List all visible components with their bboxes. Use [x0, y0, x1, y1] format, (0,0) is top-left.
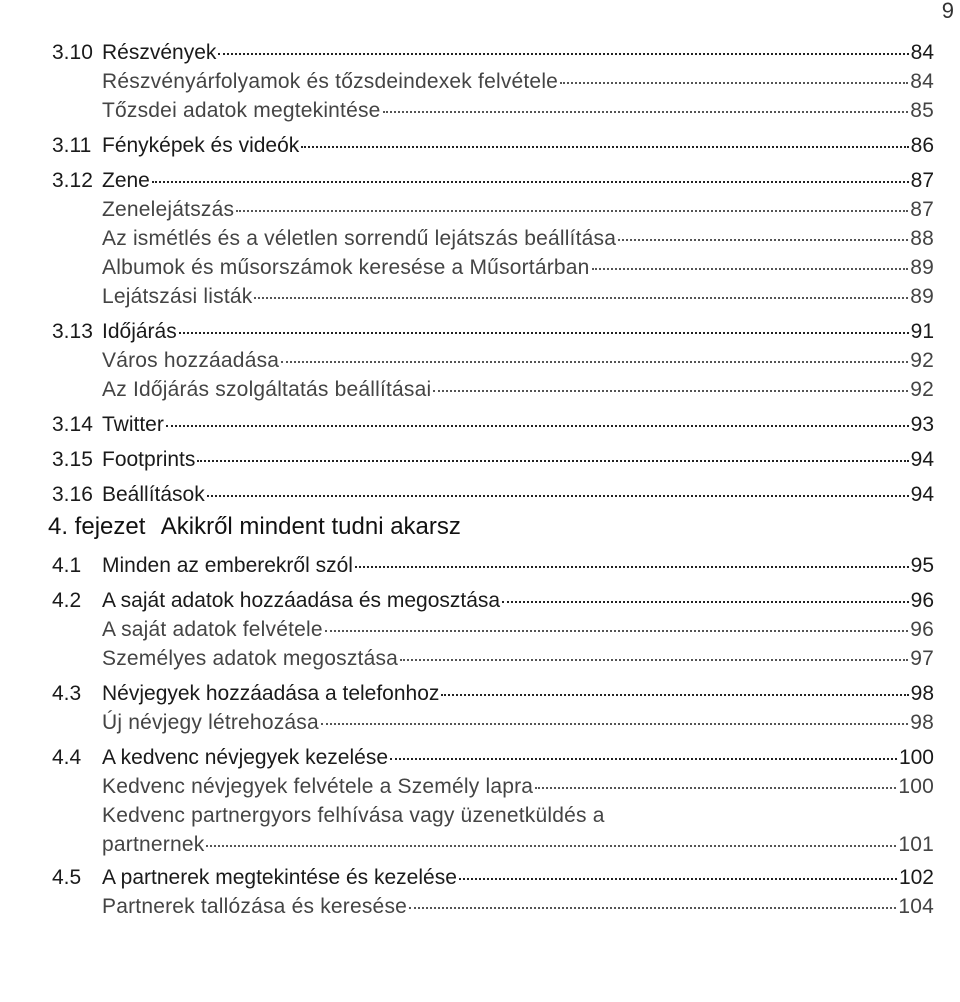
- toc-entry-title: Zenelejátszás: [102, 198, 235, 221]
- toc-entry-number: 3.15: [52, 448, 93, 471]
- toc-entry-page: 86: [910, 134, 934, 157]
- leader-dots: [321, 723, 908, 725]
- toc-entry-number: 3.14: [52, 413, 93, 436]
- toc-section-4: [52, 551, 934, 801]
- toc-entry-number: 3.10: [52, 41, 93, 64]
- toc-subentry[interactable]: [52, 67, 934, 96]
- toc-entry-title: Időjárás: [102, 320, 177, 343]
- toc-section-3: [52, 38, 934, 509]
- chapter-title: Akikről mindent tudni akarsz: [160, 513, 461, 540]
- toc-entry-number: 4.3: [52, 682, 82, 705]
- toc-subentry[interactable]: [52, 346, 934, 375]
- toc-entry-wrapped[interactable]: [52, 801, 934, 859]
- toc-entry-page: 98: [910, 682, 934, 705]
- toc-entry-title: Minden az emberekről szól: [102, 554, 353, 577]
- chapter-heading[interactable]: [48, 511, 934, 543]
- toc-subentry[interactable]: [52, 892, 934, 921]
- toc-entry-title: Személyes adatok megosztása: [102, 647, 399, 670]
- toc-entry-page: 87: [910, 169, 934, 192]
- toc-subentry[interactable]: [52, 253, 934, 282]
- toc-section-entry[interactable]: [52, 166, 934, 195]
- toc-entry-number: 3.11: [52, 134, 92, 157]
- leader-dots: [236, 210, 908, 212]
- toc-entry-page: 101: [898, 833, 934, 856]
- page-number: 9: [941, 0, 954, 23]
- leader-dots: [179, 332, 909, 334]
- toc-entry-page: 100: [898, 746, 934, 769]
- toc-entry-number: 3.13: [52, 320, 93, 343]
- leader-dots: [206, 845, 896, 847]
- toc-section-entry[interactable]: [52, 551, 934, 580]
- leader-dots: [207, 495, 909, 497]
- toc-entry-title: Footprints: [102, 448, 196, 471]
- toc-section-4-cont: [52, 863, 934, 921]
- toc-entry-page: 96: [910, 618, 934, 641]
- leader-dots: [281, 361, 908, 363]
- toc-entry-title: Részvényárfolyamok és tőzsdeindexek felvétele: [102, 70, 559, 93]
- leader-dots: [592, 268, 909, 270]
- toc-section-entry[interactable]: [52, 743, 934, 772]
- toc-section-entry[interactable]: [52, 863, 934, 892]
- leader-dots: [433, 390, 908, 392]
- toc-section-entry[interactable]: [52, 317, 934, 346]
- chapter-label: 4. fejezet: [48, 513, 146, 540]
- toc-entry-page: 97: [910, 647, 934, 670]
- leader-dots: [409, 907, 896, 909]
- toc-entry-title: Albumok és műsorszámok keresése a Műsortárban: [102, 256, 590, 279]
- toc-entry-title-line1: Kedvenc partnergyors felhívása vagy üzenetküldés a: [102, 804, 605, 827]
- toc-entry-number: 3.12: [52, 169, 93, 192]
- toc-subentry[interactable]: [52, 96, 934, 125]
- toc-entry-title: A kedvenc névjegyek kezelése: [102, 746, 389, 769]
- toc-entry-number: 4.4: [52, 746, 82, 769]
- toc-entry-page: 94: [910, 448, 934, 471]
- leader-dots: [618, 239, 908, 241]
- toc-entry-title: A partnerek megtekintése és kezelése: [102, 866, 457, 889]
- leader-dots: [166, 425, 909, 427]
- toc-entry-page: 95: [910, 554, 934, 577]
- toc-section-entry[interactable]: [52, 131, 934, 160]
- toc-entry-title: Város hozzáadása: [102, 349, 280, 372]
- toc-entry-page: 94: [910, 483, 934, 506]
- toc-entry-number: 4.5: [52, 866, 82, 889]
- toc-section-entry[interactable]: [52, 38, 934, 67]
- toc-entry-title: Tőzsdei adatok megtekintése: [102, 99, 381, 122]
- toc-entry-page: 93: [910, 413, 934, 436]
- toc-entry-title: Beállítások: [102, 483, 205, 506]
- toc-subentry[interactable]: [52, 224, 934, 253]
- toc-entry-page: 89: [910, 285, 934, 308]
- toc-entry-page: 102: [898, 866, 934, 889]
- toc-entry-title: A saját adatok felvétele: [102, 618, 323, 641]
- toc-entry-page: 85: [910, 99, 934, 122]
- toc-entry-page: 100: [898, 775, 934, 798]
- toc-section-entry[interactable]: [52, 480, 934, 509]
- leader-dots: [400, 659, 908, 661]
- toc-section-entry[interactable]: [52, 586, 934, 615]
- toc-subentry[interactable]: [52, 708, 934, 737]
- toc-entry-title: Új névjegy létrehozása: [102, 711, 319, 734]
- leader-dots: [197, 460, 908, 462]
- leader-dots: [390, 758, 897, 760]
- toc-subentry[interactable]: [52, 375, 934, 404]
- toc-entry-page: 104: [898, 895, 934, 918]
- leader-dots: [459, 878, 897, 880]
- leader-dots: [301, 146, 908, 148]
- toc-entry-page: 98: [910, 711, 934, 734]
- toc-entry-title: Részvények: [102, 41, 217, 64]
- toc-entry-page: 87: [910, 198, 934, 221]
- leader-dots: [502, 601, 909, 603]
- toc-entry-number: 4.2: [52, 589, 82, 612]
- toc-section-entry[interactable]: [52, 445, 934, 474]
- leader-dots: [441, 694, 908, 696]
- toc-entry-number: 3.16: [52, 483, 93, 506]
- toc-entry-title: Az Időjárás szolgáltatás beállításai: [102, 378, 432, 401]
- leader-dots: [355, 566, 909, 568]
- leader-dots: [152, 181, 909, 183]
- toc-subentry[interactable]: [52, 195, 934, 224]
- toc-section-entry[interactable]: [52, 410, 934, 439]
- toc-entry-number: 4.1: [52, 554, 82, 577]
- toc-entry-page: 96: [910, 589, 934, 612]
- toc-entry-page: 88: [910, 227, 934, 250]
- toc-subentry[interactable]: [52, 772, 934, 801]
- toc-entry-title: Kedvenc névjegyek felvétele a Személy lapra: [102, 775, 534, 798]
- toc-entry-title: Névjegyek hozzáadása a telefonhoz: [102, 682, 440, 705]
- leader-dots: [383, 111, 909, 113]
- toc-entry-title: Fényképek és videók: [102, 134, 300, 157]
- toc-subentry[interactable]: [52, 282, 934, 311]
- toc-subentry[interactable]: [52, 644, 934, 673]
- toc-entry-line2: [52, 830, 934, 859]
- leader-dots: [535, 787, 896, 789]
- toc-entry-page: 89: [910, 256, 934, 279]
- table-of-contents: [48, 38, 934, 921]
- toc-entry-page: 92: [910, 378, 934, 401]
- toc-entry-title: Twitter: [102, 413, 164, 436]
- toc-entry-title: A saját adatok hozzáadása és megosztása: [102, 589, 501, 612]
- toc-entry-page: 91: [910, 320, 934, 343]
- toc-entry-page: 92: [910, 349, 934, 372]
- toc-entry-title: Zene: [102, 169, 150, 192]
- toc-subentry[interactable]: [52, 615, 934, 644]
- leader-dots: [254, 297, 908, 299]
- toc-entry-page: 84: [910, 70, 934, 93]
- leader-dots: [325, 630, 908, 632]
- toc-entry-title: Partnerek tallózása és keresése: [102, 895, 408, 918]
- toc-entry-page: 84: [910, 41, 934, 64]
- toc-entry-title: Az ismétlés és a véletlen sorrendű lejátszás beállítása: [102, 227, 617, 250]
- toc-section-entry[interactable]: [52, 679, 934, 708]
- toc-entry-title-line2: partnernek: [102, 833, 205, 856]
- toc-entry-title: Lejátszási listák: [102, 285, 253, 308]
- leader-dots: [560, 82, 908, 84]
- leader-dots: [218, 53, 908, 55]
